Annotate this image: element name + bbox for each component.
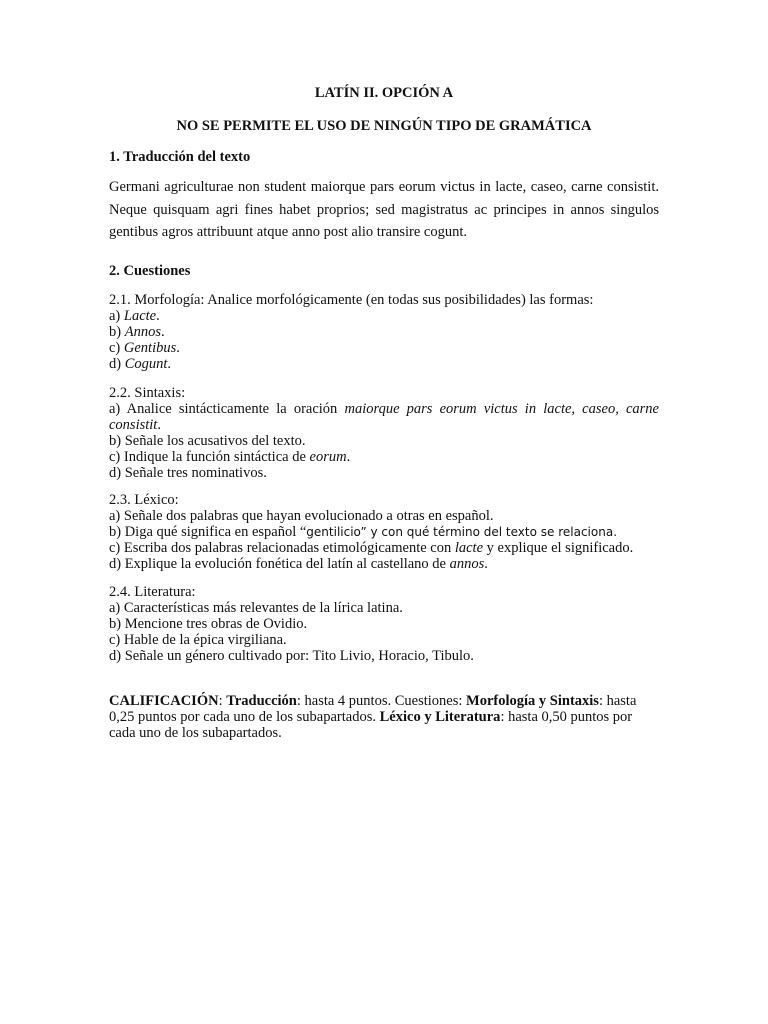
sintaxis-title: 2.2. Sintaxis: — [109, 385, 186, 401]
morfologia-item: c) Gentibus. — [109, 340, 180, 356]
lexico-item-a: a) Señale dos palabras que hayan evolucionado a otras en español. — [109, 508, 494, 524]
morfologia-item: b) Annos. — [109, 324, 165, 340]
lexico-item-c: c) Escriba dos palabras relacionadas etimológicamente con lacte y explique el significado. — [109, 540, 634, 556]
morfologia-block — [109, 292, 659, 372]
literatura-block — [109, 584, 659, 664]
grading-label: CALIFICACIÓN — [109, 693, 219, 709]
morfologia-item: d) Cogunt. — [109, 356, 172, 372]
exam-subtitle: NO SE PERMITE EL USO DE NINGÚN TIPO DE GRAMÁTICA — [176, 118, 592, 134]
section-heading-cuestiones: 2. Cuestiones — [109, 263, 191, 279]
section-heading-traduccion: 1. Traducción del texto — [109, 149, 251, 165]
literatura-title: 2.4. Literatura: — [109, 584, 196, 600]
sintaxis-item-d: d) Señale tres nominativos. — [109, 465, 267, 481]
exam-title: LATÍN II. OPCIÓN A — [314, 85, 454, 101]
sintaxis-item-a: a) Analice sintácticamente la oración maiorque pars eorum victus in lacte, caseo, carne consistit. — [109, 401, 659, 433]
sintaxis-block — [109, 385, 659, 481]
latin-text: Germani agriculturae non student maiorque pars eorum victus in lacte, caseo, carne consistit. Neque quisquam agri fines habet proprios; sed magistratus ac principes in annos singulos gentibus agros attribuunt atque anno post alio transire cogunt. — [109, 179, 659, 240]
morfologia-title: 2.1. Morfología: Analice morfológicamente (en todas sus posibilidades) las formas: — [109, 292, 594, 308]
sintaxis-item-b: b) Señale los acusativos del texto. — [109, 433, 306, 449]
lexico-item-b: b) Diga qué significa en español “gentilicio” y con qué término del texto se relaciona. — [109, 524, 618, 540]
literatura-item: d) Señale un género cultivado por: Tito Livio, Horacio, Tibulo. — [109, 648, 474, 664]
lexico-title: 2.3. Léxico: — [109, 492, 179, 508]
morfologia-item: a) Lacte. — [109, 308, 160, 324]
literatura-item: a) Características más relevantes de la lírica latina. — [109, 600, 403, 616]
literatura-item: c) Hable de la épica virgiliana. — [109, 632, 287, 648]
lexico-block — [109, 492, 659, 572]
grading-paragraph: CALIFICACIÓN: Traducción: hasta 4 puntos. Cuestiones: Morfología y Sintaxis: hasta 0,25 puntos por cada uno de los subapartados. Léxico y Literatura: hasta 0,50 puntos por cada uno de los subapartados. — [109, 693, 637, 741]
sintaxis-item-c: c) Indique la función sintáctica de eorum. — [109, 449, 351, 465]
lexico-item-d: d) Explique la evolución fonética del latín al castellano de annos. — [109, 556, 488, 572]
literatura-item: b) Mencione tres obras de Ovidio. — [109, 616, 308, 632]
